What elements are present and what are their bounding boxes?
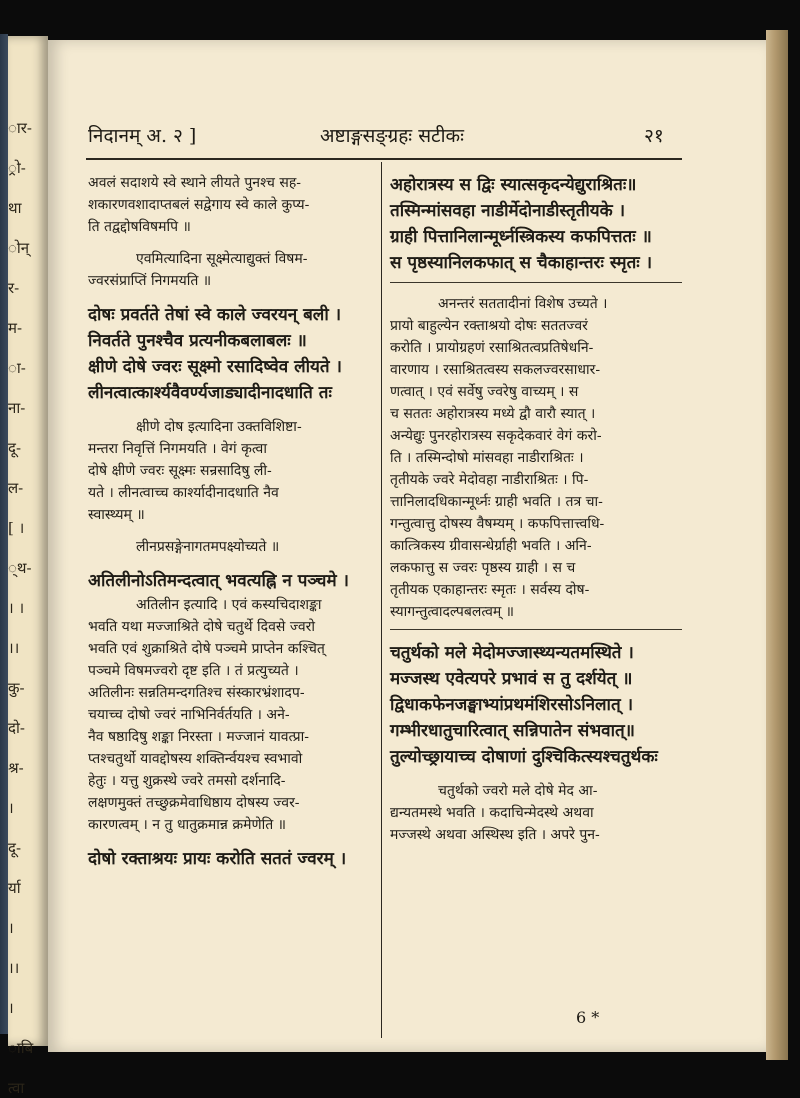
verse-line: लीनत्वात्कार्श्यवैवर्ण्यजाड्यादीनादधाति तः (88, 383, 332, 403)
commentary-line: लीनप्रसङ्गेनागतमपक्ष्योच्यते ॥ (136, 539, 280, 555)
commentary-line: अतिलीन इत्यादि । एवं कस्यचिदाशङ्का (136, 597, 322, 613)
commentary-line: गन्तुत्वात्तु दोषस्य वैषम्यम् । कफपित्तात्त्वधि- (390, 516, 605, 532)
verse-line: क्षीणे दोषे ज्वरः सूक्ष्मो रसादिष्वेव लीयते । (88, 357, 342, 377)
commentary-line: भवति एवं शुक्राश्रिते दोषे पञ्चमे प्राप्तेन कश्चित् (88, 641, 325, 657)
spacer (88, 558, 374, 568)
facing-text-fragment: । (8, 799, 14, 817)
facing-text-fragment: । (8, 999, 14, 1017)
verse-line: चतुर्थको मले मेदोमज्जास्थ्यन्यतमस्थिते । (390, 643, 634, 663)
facing-text-fragment: म- (8, 319, 23, 337)
facing-text-fragment: ्रो- (8, 159, 26, 177)
verse-line: दोषो रक्ताश्रयः प्रायः करोति सततं ज्वरम् । (88, 849, 347, 869)
facing-text-fragment: दू- (8, 839, 22, 857)
commentary-line: स्वास्थ्यम् ॥ (88, 507, 145, 523)
facing-text-fragment: कु- (8, 679, 25, 697)
page-number: २१ (644, 125, 664, 147)
commentary-line: स्यागन्तुत्वादल्पबलत्वम् ॥ (390, 604, 515, 620)
header-chapter: निदानम् अ. २ ] (88, 125, 197, 147)
commentary-line: कारणत्वम् । न तु धातुक्रमान्न क्रमेणेति ॥ (88, 817, 287, 833)
facing-text-fragment: था (8, 199, 22, 217)
commentary-line: भवति यथा मज्जाश्रिते दोषे चतुर्थे दिवसे ज्वरो (88, 619, 315, 635)
commentary-line: ति तद्वद्दोषविषमपि ॥ (88, 219, 191, 235)
commentary-line: चयाच्च दोषो ज्वरं नाभिनिर्वर्तयति । अने- (88, 707, 290, 723)
verse-line: तस्मिन्मांसवहा नाडीर्मेदोनाडीस्तृतीयके । (390, 201, 626, 221)
commentary-line: हेतुः । यत्तु शुक्रस्थे ज्वरे तमसो दर्शनादि- (88, 773, 286, 789)
facing-text-fragment: ोन् (8, 239, 30, 257)
commentary-line: अन्येद्युः पुनरहोरात्रस्य सकृदेकवारं वेगं करो- (390, 428, 602, 444)
facing-text-fragment: । (8, 919, 14, 937)
facing-text-fragment: र- (8, 279, 20, 297)
verse-line: अतिलीनोऽतिमन्दत्वात् भवत्यह्नि न पञ्चमे । (88, 571, 349, 591)
facing-text-fragment: । । (8, 599, 25, 617)
verse-line: ग्राही पित्तानिलान्मूर्ध्नस्त्रिकस्य कफपित्ततः ॥ (390, 227, 652, 247)
header-rule (86, 158, 682, 160)
commentary-line: प्तश्चतुर्थो यावद्दोषस्य शक्तिर्न्वयश्च स्वभावो (88, 751, 303, 767)
verse-line: निवर्तते पुनश्चैव प्रत्यनीकबलाबलः ॥ (88, 331, 307, 351)
printer-signature: 6 * (576, 1008, 600, 1027)
commentary-line: णत्वात् । एवं सर्वेषु ज्वरेषु वाच्यम् । स (390, 384, 579, 400)
book-spine (0, 34, 8, 1034)
facing-text-fragment: र्या (8, 879, 21, 897)
facing-text-fragment: त्वा (8, 1079, 25, 1097)
commentary-line: तृतीयक एकाहान्तरः स्मृतः । सर्वस्य दोष- (390, 582, 590, 598)
header-title: अष्टाङ्गसङ्ग्रहः सटीकः (320, 125, 464, 147)
commentary-line: प्रायो बाहुल्येन रक्ताश्रयो दोषः सततज्वरं (390, 318, 588, 334)
commentary-line: नैव षष्ठादिषु शङ्का निरस्ता । मज्जानं यावत्प्रा- (88, 729, 309, 745)
facing-text-fragment: ल- (8, 479, 24, 497)
verse-line: मज्जस्थ एवेत्यपरे प्रभावं स तु दर्शयेत् ॥ (390, 669, 633, 689)
commentary-line: मन्तरा निवृत्तिं निगमयति । वेगं कृत्वा (88, 441, 267, 457)
facing-text-fragment: ा- (8, 359, 26, 377)
commentary-line: एवमित्यादिना सूक्ष्मेत्याद्युक्तं विषम- (136, 251, 308, 267)
right-column (390, 172, 682, 846)
facing-text-fragment: ार- (8, 119, 32, 137)
commentary-line: यते । लीनत्वाच्च कार्श्यादीनादधाति नैव (88, 485, 279, 501)
commentary-line: कात्त्रिकस्य ग्रीवासन्धेर्ग्राही भवति । अनि- (390, 538, 592, 554)
verse-line: स पृष्ठस्यानिलकफात् स चैकाहान्तरः स्मृतः । (390, 253, 653, 273)
commentary-line: अतिलीनः सन्नतिमन्दगतिश्च संस्कारभ्रंशादप- (88, 685, 305, 701)
column-divider (381, 162, 382, 1038)
facing-text-fragment: ना- (8, 399, 26, 417)
facing-text-fragment: श्र- (8, 759, 24, 777)
commentary-line: चतुर्थको ज्वरो मले दोषे मेद आ- (438, 783, 598, 799)
section-rule (390, 629, 682, 630)
page-stack-edge (766, 30, 788, 1060)
commentary-line: लकफात्तु स ज्वरः पृष्ठस्य ग्राही । स च (390, 560, 576, 576)
facing-text-fragment: दू- (8, 439, 22, 457)
commentary-line: मज्जस्थे अथवा अस्थिस्थ इति । अपरे पुन- (390, 827, 600, 843)
spacer (88, 526, 374, 536)
running-header (84, 118, 680, 150)
commentary-line: अवलं सदाशये स्वे स्थाने लीयते पुनश्च सह- (88, 175, 301, 191)
verse-line: दोषः प्रवर्तते तेषां स्वे काले ज्वरयन् बली । (88, 305, 342, 325)
facing-text-fragment: दो- (8, 719, 25, 737)
facing-text-fragment: [ । (8, 519, 25, 537)
verse-line: गम्भीरधातुचारित्वात् सन्निपातेन संभवात्॥ (390, 721, 635, 741)
facing-text-fragment: ।। (8, 959, 20, 977)
spacer (88, 406, 374, 416)
commentary-line: वारणाय । रसाश्रितत्वस्य सकलज्वरसाधार- (390, 362, 601, 378)
spacer (88, 292, 374, 302)
left-column (88, 172, 374, 872)
commentary-line: पञ्चमे विषमज्वरो दृष्ट इति । तं प्रत्युच्यते । (88, 663, 299, 679)
commentary-line: शकारणवशादाप्तबलं सद्वेगाय स्वे काले कुप्य- (88, 197, 310, 213)
verse-line: द्विधाकफेनजङ्घाभ्यांप्रथमंशिरसोऽनिलात् । (390, 695, 634, 715)
commentary-line: च सततः अहोरात्रस्य मध्ये द्वौ वारौ स्यात् । (390, 406, 596, 422)
facing-text-fragment: ।। (8, 639, 20, 657)
verse-line: अहोरात्रस्य स द्विः स्यात्सकृदन्येद्युराश्रितः॥ (390, 175, 637, 195)
commentary-line: क्षीणे दोष इत्यादिना उक्तविशिष्टा- (136, 419, 302, 435)
commentary-line: लक्षणमुक्तं तच्छुक्रमेवाधिष्ठाय दोषस्य ज्वर- (88, 795, 300, 811)
facing-page-edge (8, 36, 48, 1097)
commentary-line: करोति । प्रायोग्रहणं रसाश्रितत्वप्रतिषेधनि- (390, 340, 594, 356)
spacer (88, 836, 374, 846)
commentary-line: तृतीयके ज्वरे मेदोवहा नाडीराश्रितः । पि- (390, 472, 589, 488)
commentary-line: दोषे क्षीणे ज्वरः सूक्ष्मः सन्रसादिषु ली- (88, 463, 272, 479)
commentary-line: त्तानिलादधिकान्मूर्ध्नः ग्राही भवति । तत्र चा- (390, 494, 603, 510)
commentary-line: ति । तस्मिन्दोषो मांसवहा नाडीराश्रितः । (390, 450, 584, 466)
commentary-line: ज्वरसंप्राप्तिं निगमयति ॥ (88, 273, 212, 289)
facing-text-fragment: ्थ- (8, 559, 32, 577)
spacer (88, 238, 374, 248)
spacer (390, 770, 682, 780)
facing-text-fragment: ाबि (8, 1039, 34, 1057)
commentary-line: अनन्तरं सततादीनां विशेष उच्यते । (438, 296, 608, 312)
verse-line: तुल्योच्छ्रायाच्च दोषाणां दुश्चिकित्स्यश्चतुर्थकः (390, 747, 658, 767)
section-rule (390, 282, 682, 283)
commentary-line: द्यन्यतमस्थे भवति । कदाचिन्मेदस्थे अथवा (390, 805, 594, 821)
